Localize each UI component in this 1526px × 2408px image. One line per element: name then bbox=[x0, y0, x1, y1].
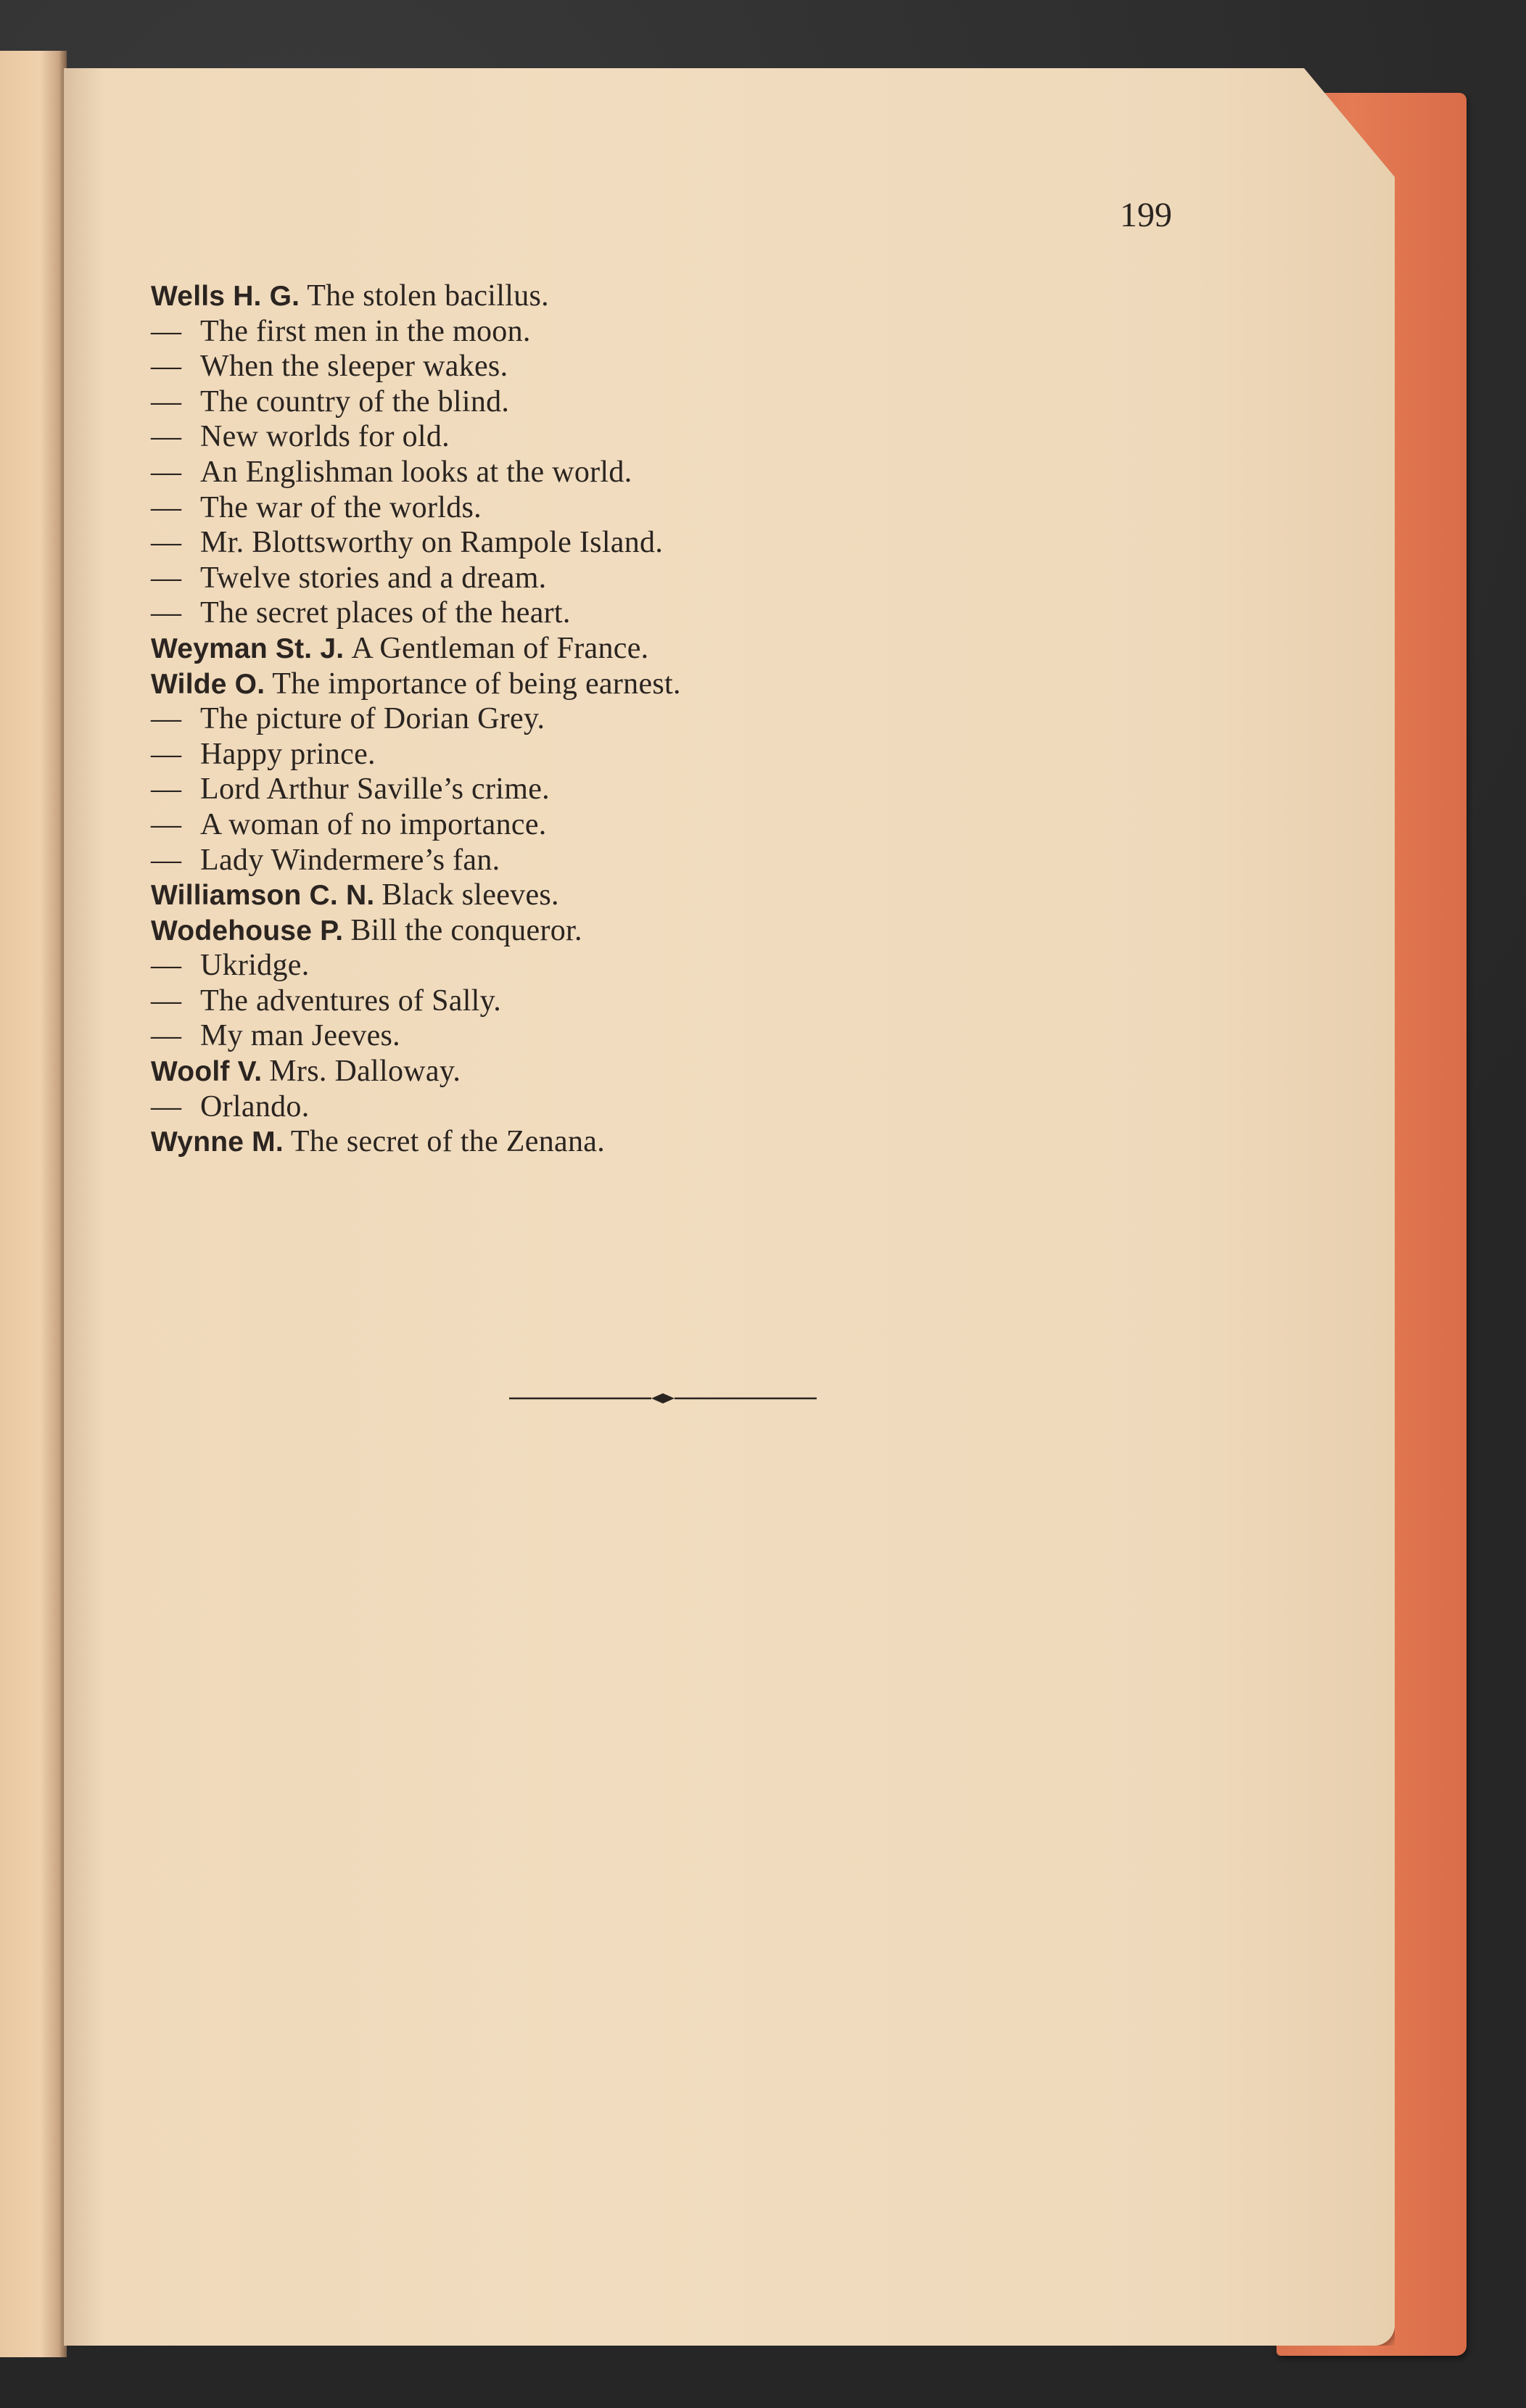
bibliography-list bbox=[151, 279, 1094, 1160]
book-title: Mrs. Dalloway. bbox=[269, 1055, 461, 1089]
book-title: My man Jeeves. bbox=[200, 1019, 400, 1053]
book-title: Twelve stories and a dream. bbox=[200, 561, 547, 595]
ditto-dash: — bbox=[151, 737, 182, 771]
book-title: The importance of being earnest. bbox=[272, 667, 681, 701]
ditto-dash: — bbox=[151, 490, 182, 524]
author-entry bbox=[151, 913, 1094, 949]
ditto-dash: — bbox=[151, 526, 182, 560]
ditto-dash: — bbox=[151, 807, 182, 841]
ditto-dash: — bbox=[151, 843, 182, 877]
title-entry bbox=[151, 349, 1094, 384]
author-entry bbox=[151, 279, 1094, 314]
author-name: Wells H. G. bbox=[151, 281, 300, 312]
title-entry bbox=[151, 843, 1094, 878]
book-title: The stolen bacillus. bbox=[307, 279, 549, 313]
title-entry bbox=[151, 595, 1094, 631]
book-title: A Gentleman of France. bbox=[351, 631, 649, 665]
book-title: The country of the blind. bbox=[200, 384, 510, 418]
ditto-dash: — bbox=[151, 314, 182, 348]
title-entry bbox=[151, 455, 1094, 490]
book-title: The secret of the Zenana. bbox=[290, 1125, 605, 1159]
ditto-dash: — bbox=[151, 949, 182, 983]
title-entry bbox=[151, 525, 1094, 561]
author-entry bbox=[151, 878, 1094, 913]
book-title: The picture of Dorian Grey. bbox=[200, 702, 545, 736]
author-name: Woolf V. bbox=[151, 1056, 263, 1088]
ditto-dash: — bbox=[151, 420, 182, 454]
title-entry bbox=[151, 314, 1094, 350]
title-entry bbox=[151, 701, 1094, 737]
ditto-dash: — bbox=[151, 561, 182, 595]
book-title: The first men in the moon. bbox=[200, 314, 531, 348]
title-entry bbox=[151, 490, 1094, 526]
ditto-dash: — bbox=[151, 596, 182, 630]
book-title: A woman of no importance. bbox=[200, 807, 547, 841]
ditto-dash: — bbox=[151, 455, 182, 489]
book-title: Lord Arthur Saville’s crime. bbox=[200, 772, 550, 807]
page-number: 199 bbox=[1120, 196, 1172, 234]
title-entry bbox=[151, 737, 1094, 772]
book-title: Bill the conqueror. bbox=[350, 913, 582, 947]
title-entry bbox=[151, 561, 1094, 596]
author-entry bbox=[151, 1124, 1094, 1160]
title-entry bbox=[151, 1089, 1094, 1125]
author-name: Wodehouse P. bbox=[151, 915, 344, 947]
book-title: The secret places of the heart. bbox=[200, 596, 571, 630]
title-entry bbox=[151, 1018, 1094, 1054]
section-divider-ornament bbox=[509, 1384, 817, 1413]
ditto-dash: — bbox=[151, 772, 182, 807]
author-name: Wynne M. bbox=[151, 1126, 284, 1158]
book-title: Black sleeves. bbox=[382, 878, 559, 912]
book-title: An Englishman looks at the world. bbox=[200, 455, 632, 489]
author-entry bbox=[151, 1054, 1094, 1089]
book-title: Orlando. bbox=[200, 1089, 310, 1123]
ditto-dash: — bbox=[151, 702, 182, 736]
author-entry bbox=[151, 631, 1094, 667]
book-title: New worlds for old. bbox=[200, 420, 450, 454]
book-title: Happy prince. bbox=[200, 737, 376, 771]
author-name: Wilde O. bbox=[151, 668, 265, 700]
book-title: The adventures of Sally. bbox=[200, 984, 502, 1018]
author-entry bbox=[151, 667, 1094, 702]
book-title: The war of the worlds. bbox=[200, 490, 482, 524]
ditto-dash: — bbox=[151, 350, 182, 384]
book-title: When the sleeper wakes. bbox=[200, 350, 508, 384]
ditto-dash: — bbox=[151, 384, 182, 418]
title-entry bbox=[151, 984, 1094, 1019]
ditto-dash: — bbox=[151, 1089, 182, 1123]
title-entry bbox=[151, 772, 1094, 807]
title-entry bbox=[151, 419, 1094, 455]
ditto-dash: — bbox=[151, 1019, 182, 1053]
book-title: Lady Windermere’s fan. bbox=[200, 843, 500, 877]
book-title: Ukridge. bbox=[200, 949, 310, 983]
facing-page-edge bbox=[0, 51, 67, 2357]
title-entry bbox=[151, 948, 1094, 984]
title-entry bbox=[151, 807, 1094, 843]
divider-diamond bbox=[651, 1393, 675, 1403]
author-name: Weyman St. J. bbox=[151, 632, 345, 664]
title-entry bbox=[151, 384, 1094, 420]
book-title: Mr. Blottsworthy on Rampole Island. bbox=[200, 526, 664, 560]
ditto-dash: — bbox=[151, 984, 182, 1018]
author-name: Williamson C. N. bbox=[151, 880, 375, 912]
